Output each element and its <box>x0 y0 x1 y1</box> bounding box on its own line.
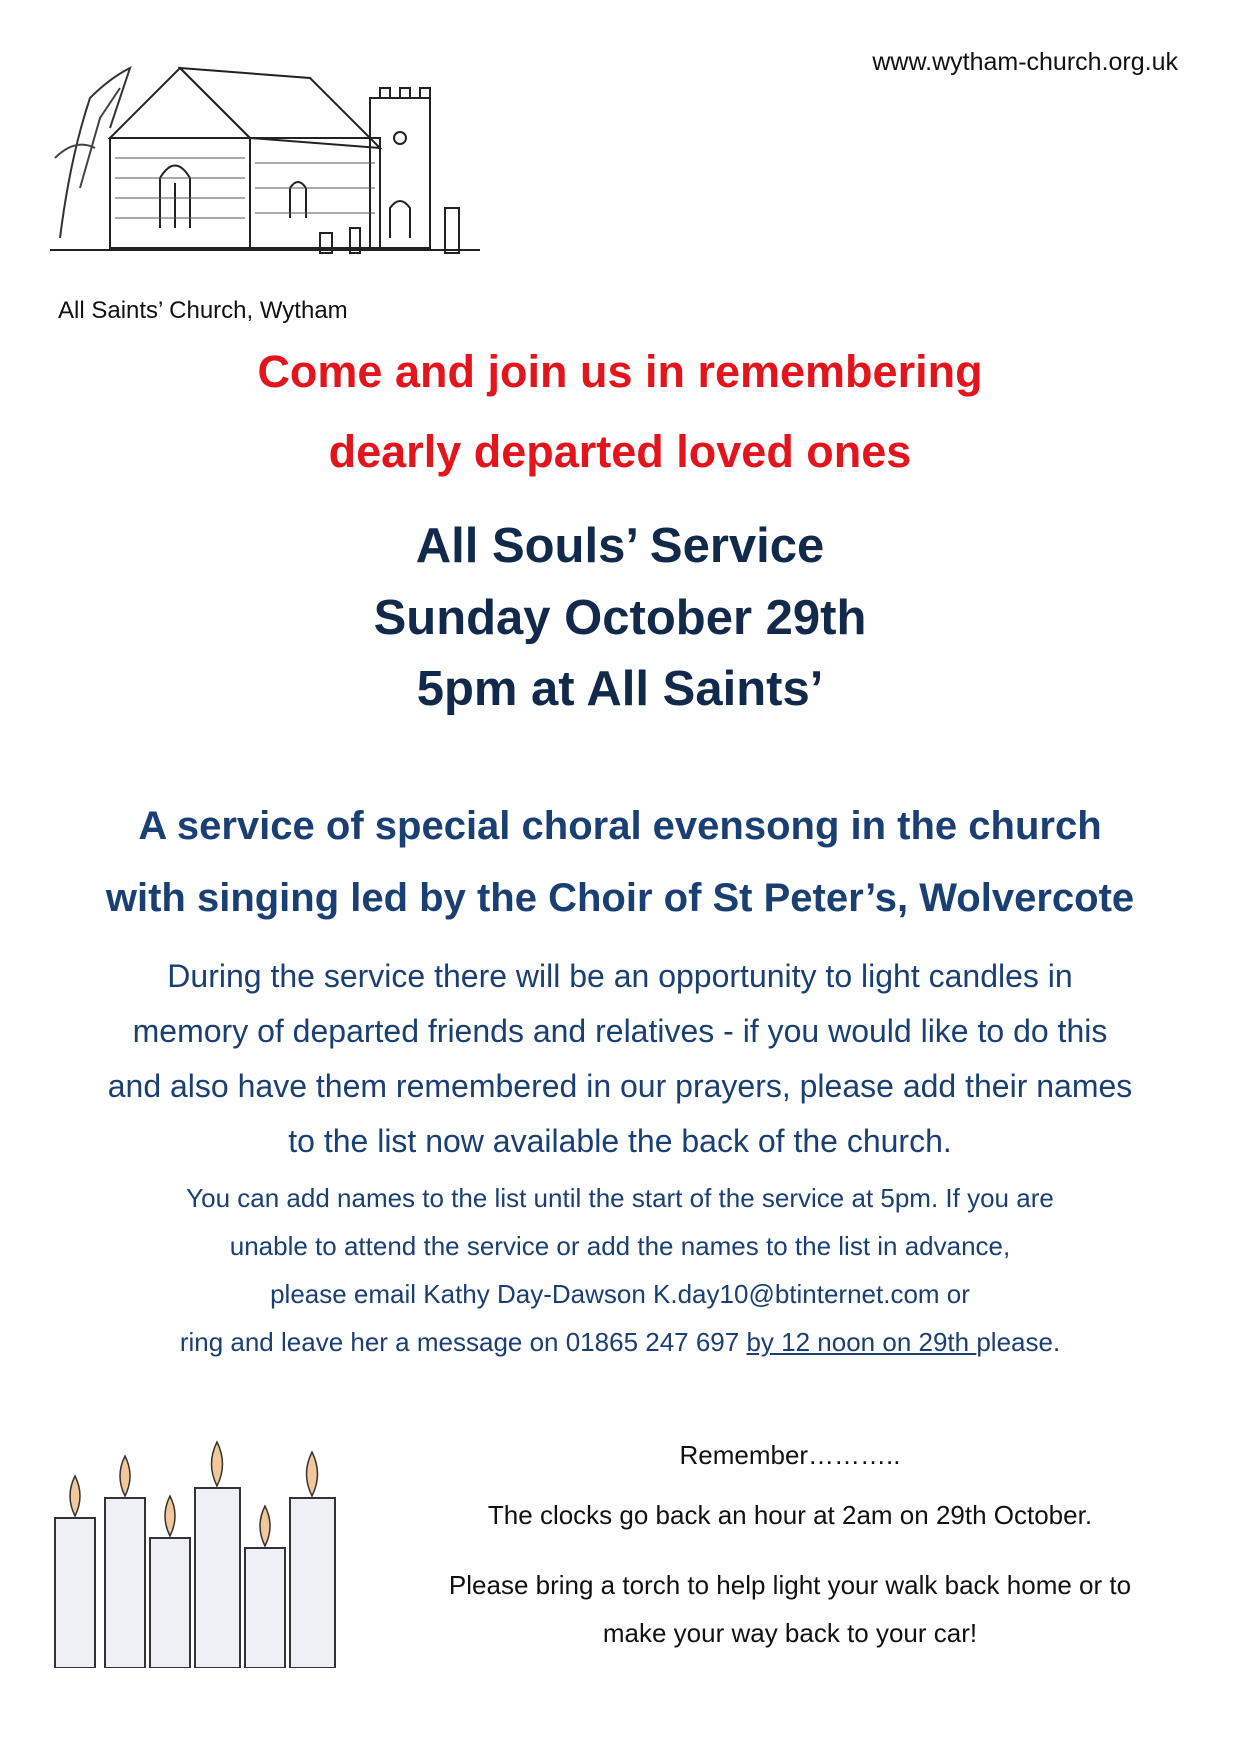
candle-paragraph <box>0 949 1240 1169</box>
service-time-place: 5pm at All Saints’ <box>416 662 824 716</box>
contact-paragraph-last-line <box>0 1318 1240 1366</box>
phone-text: ring and leave her a message on 01865 247 697 <box>179 1327 747 1357</box>
subheading-line-2: with singing led by the Choir of St Peter’s, Wolvercote <box>105 876 1135 920</box>
candle-paragraph-line: and also have them remembered in our prayers, please add their names <box>107 1068 1133 1104</box>
website-url: www.wytham-church.org.uk <box>872 48 1178 76</box>
candle-paragraph-line: memory of departed friends and relatives - if you would like to do this <box>132 1013 1108 1049</box>
candle-paragraph-line: During the service there will be an opportunity to light candles in <box>167 958 1073 994</box>
service-title: All Souls’ Service <box>415 519 825 573</box>
subheading-line-1: A service of special choral evensong in the church <box>138 804 1102 848</box>
church-illustration <box>50 38 480 278</box>
torch-notice-line: Please bring a torch to help light your walk back home or to <box>448 1570 1132 1600</box>
clocks-notice: The clocks go back an hour at 2am on 29th October. <box>487 1500 1093 1530</box>
contact-paragraph-line: You can add names to the list until the start of the service at 5pm. If you are <box>186 1183 1054 1213</box>
contact-paragraph <box>0 1174 1240 1366</box>
image-caption: All Saints’ Church, Wytham <box>58 297 348 324</box>
candle-paragraph-line: to the list now available the back of the church. <box>288 1123 952 1159</box>
contact-paragraph-line: unable to attend the service or add the names to the list in advance, <box>229 1231 1011 1261</box>
please-text: please. <box>976 1327 1061 1357</box>
headline-line-2: dearly departed loved ones <box>328 426 912 477</box>
contact-paragraph-line: please email Kathy Day-Dawson K.day10@btinternet.com or <box>270 1279 970 1309</box>
service-date: Sunday October 29th <box>373 591 867 645</box>
deadline-underlined: by 12 noon on 29th <box>746 1327 977 1357</box>
reminder-heading: Remember……….. <box>679 1440 901 1470</box>
torch-notice-line: make your way back to your car! <box>602 1618 978 1648</box>
candles-illustration <box>50 1428 350 1668</box>
headline-line-1: Come and join us in remembering <box>257 346 983 397</box>
torch-notice <box>380 1561 1200 1657</box>
